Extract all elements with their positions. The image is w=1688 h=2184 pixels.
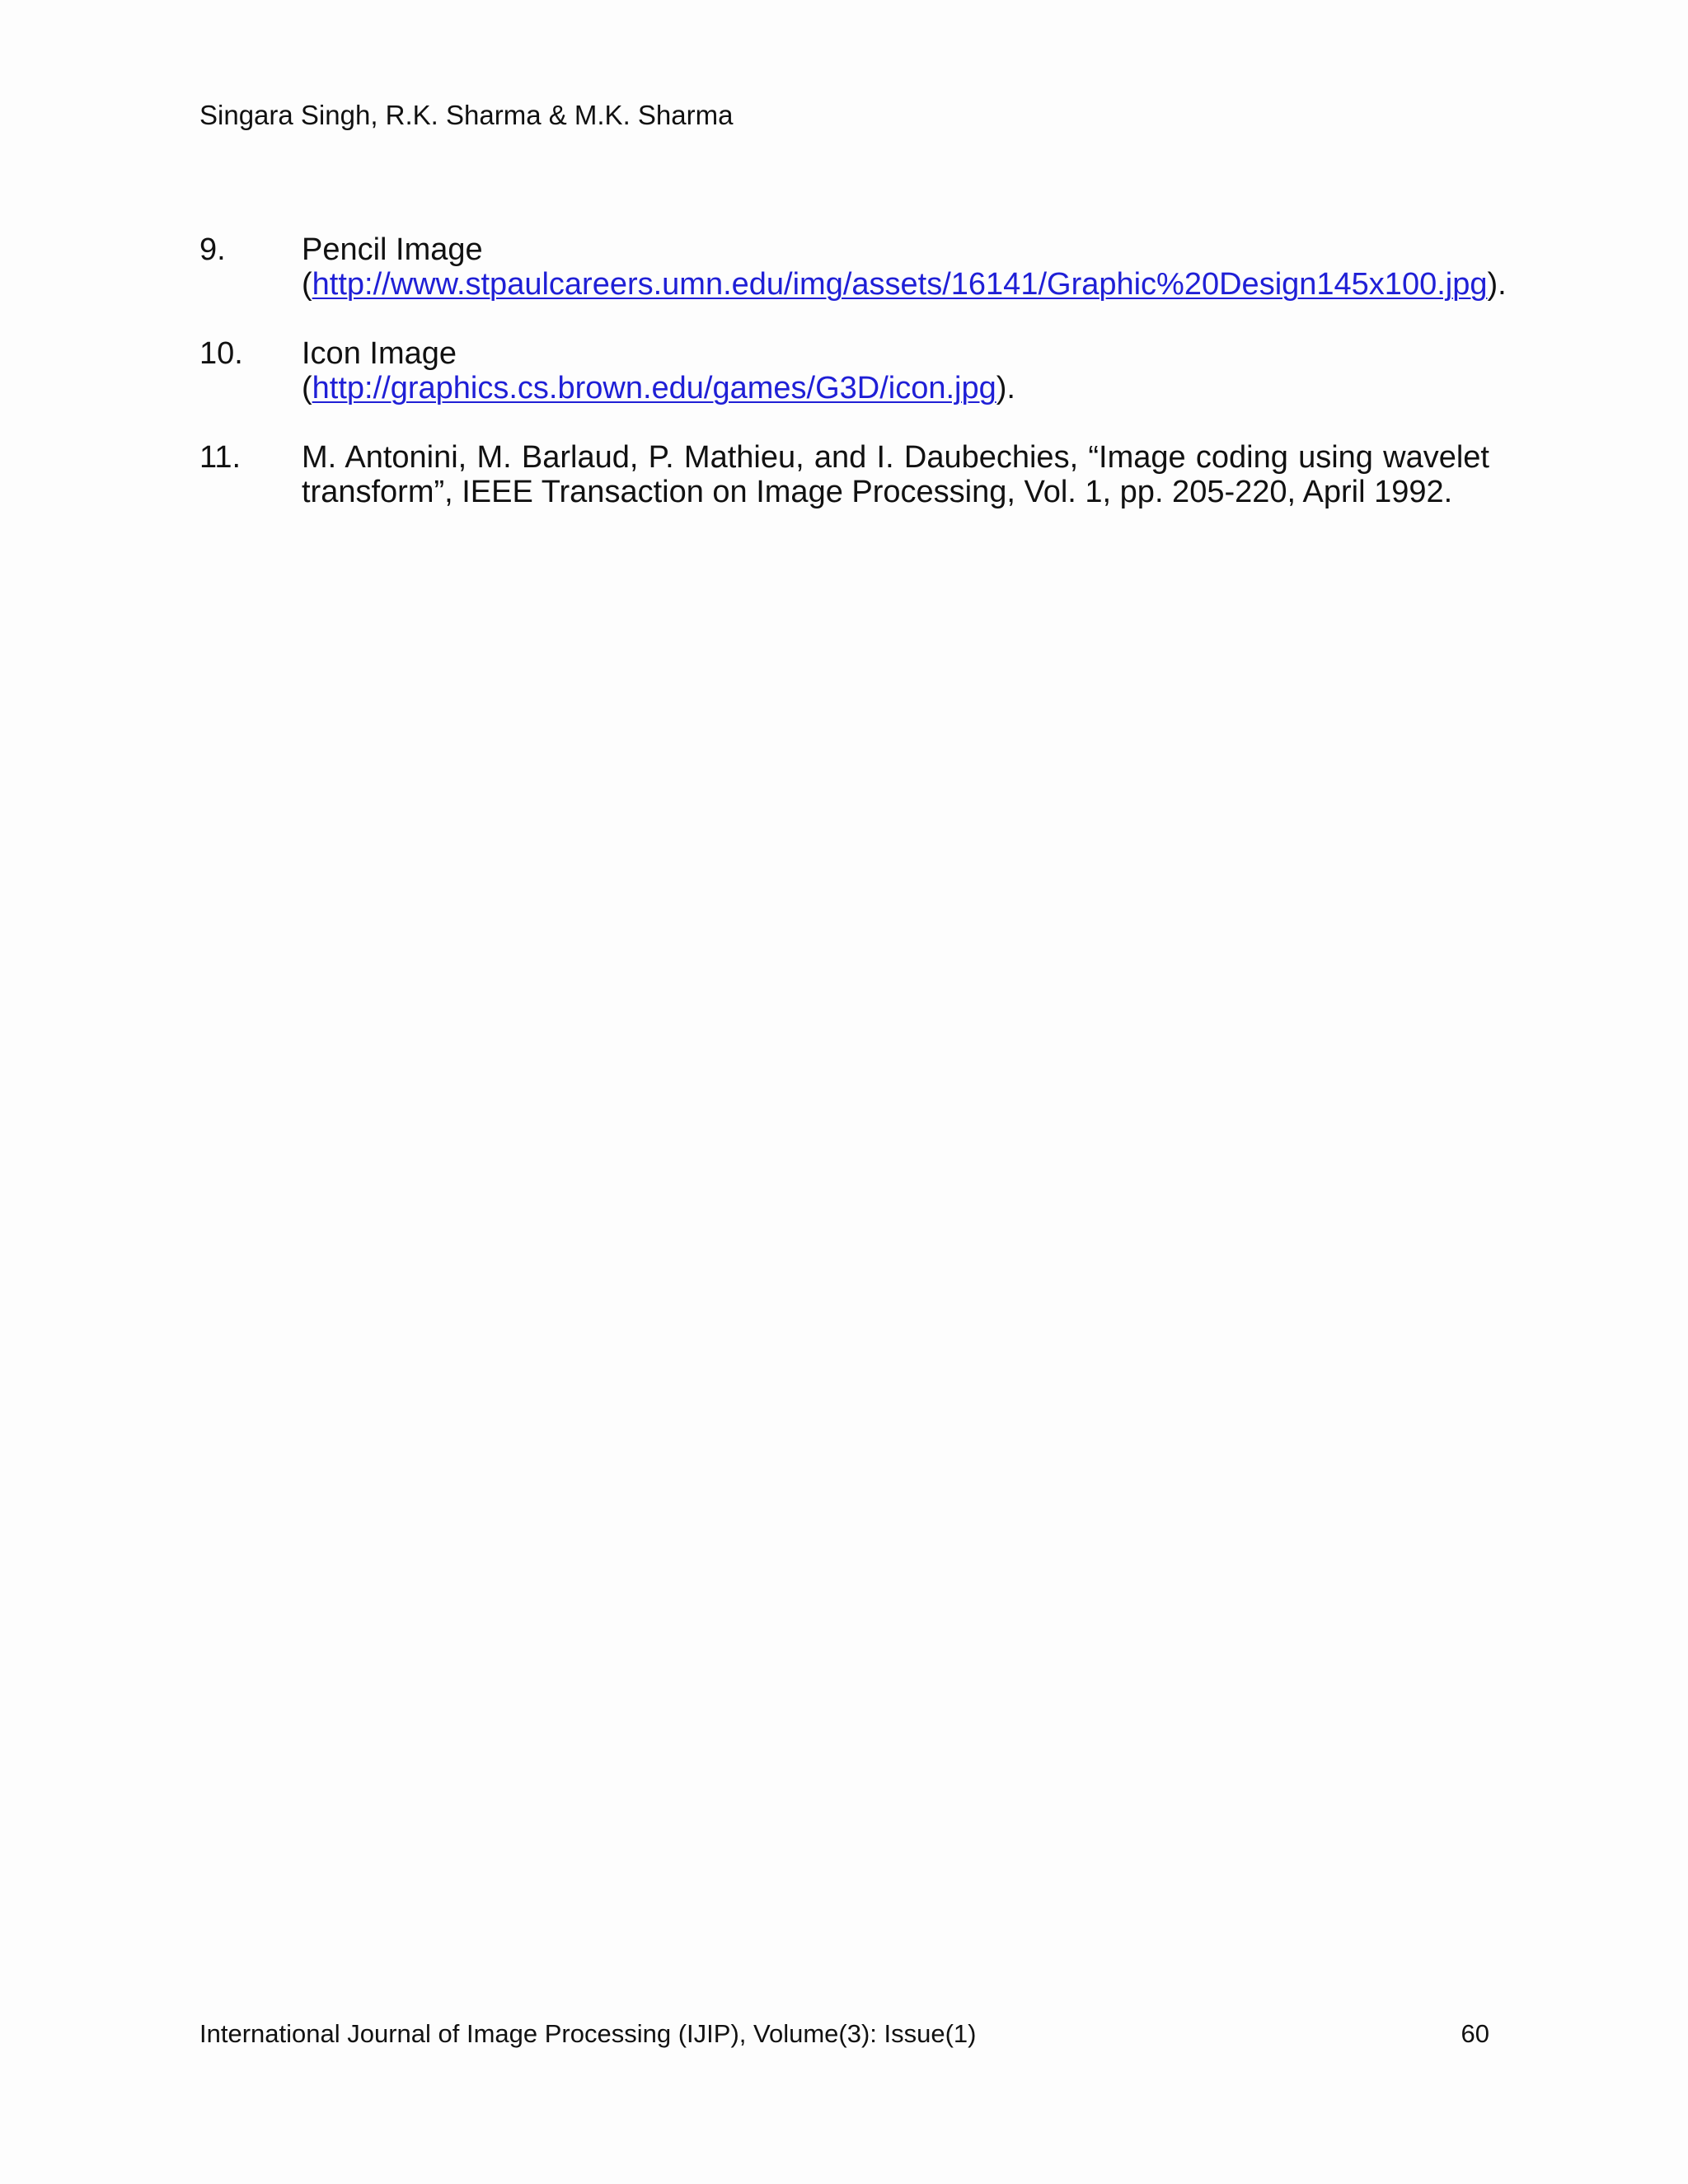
running-header-authors: Singara Singh, R.K. Sharma & M.K. Sharma	[199, 100, 734, 130]
reference-item-11	[199, 440, 1489, 509]
reference-url-line	[302, 371, 1489, 405]
reference-number: 9.	[199, 232, 226, 267]
footer-journal-name: International Journal of Image Processing (IJIP), Volume(3): Issue(1)	[199, 2019, 977, 2048]
reference-number: 11.	[199, 440, 241, 475]
reference-body	[302, 336, 1489, 405]
reference-item-10	[199, 336, 1489, 405]
reference-link[interactable]: http://www.stpaulcareers.umn.edu/img/assets/16141/Graphic%20Design145x100.jpg	[312, 267, 1488, 302]
reference-number: 10.	[199, 336, 243, 371]
open-paren: (	[302, 267, 312, 302]
open-paren: (	[302, 371, 312, 405]
page-number: 60	[1461, 2019, 1489, 2048]
reference-list	[199, 232, 1507, 544]
reference-link[interactable]: http://graphics.cs.brown.edu/games/G3D/icon.jpg	[312, 371, 996, 405]
reference-url-line	[302, 267, 1507, 302]
reference-citation-text: M. Antonini, M. Barlaud, P. Mathieu, and I. Daubechies, “Image coding using wavelet transform”, IEEE Transaction on Image Processing, Vol. 1, pp. 205-220, April 1992.	[302, 440, 1489, 509]
reference-body	[302, 232, 1507, 302]
reference-title: Pencil Image	[302, 232, 483, 267]
reference-title: Icon Image	[302, 336, 457, 371]
close-paren: ).	[996, 371, 1015, 405]
close-paren: ).	[1487, 267, 1507, 302]
reference-item-9	[199, 232, 1507, 302]
